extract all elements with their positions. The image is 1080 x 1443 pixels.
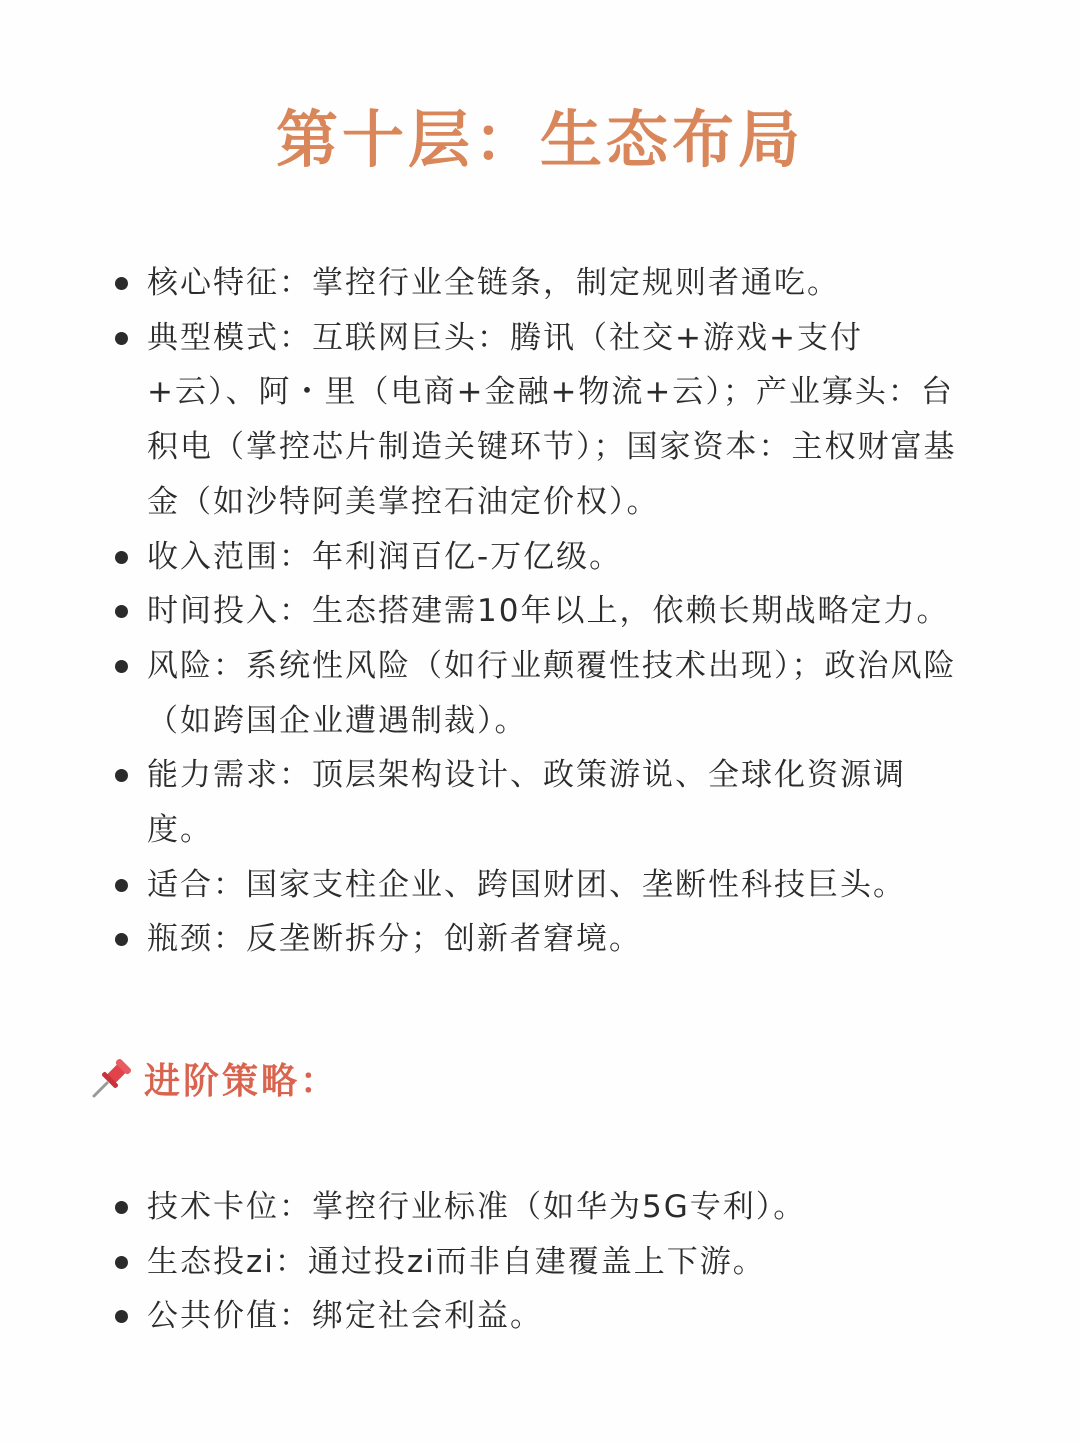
- list-item-text: 能力需求：顶层架构设计、政策游说、全球化资源调度。: [147, 757, 906, 849]
- main-bullet-list: [110, 256, 970, 967]
- bullet-dot-icon: [115, 660, 128, 673]
- bullet-dot-icon: [115, 277, 128, 290]
- list-item-text: 时间投入：生态搭建需10年以上，依赖长期战略定力。: [147, 593, 950, 630]
- bullet-dot-icon: [115, 605, 128, 618]
- list-item: [110, 748, 970, 857]
- list-item: [110, 1289, 970, 1344]
- list-item-text: 收入范围：年利润百亿-万亿级。: [147, 538, 623, 575]
- strategy-heading: [90, 1050, 339, 1106]
- bullet-dot-icon: [115, 1310, 128, 1323]
- strategy-heading-label: 进阶策略：: [144, 1060, 340, 1102]
- list-item: [110, 1180, 970, 1235]
- bullet-dot-icon: [115, 879, 128, 892]
- bullet-dot-icon: [115, 332, 128, 345]
- list-item: [110, 530, 970, 585]
- list-item-text: 技术卡位：掌控行业标准（如华为5G专利）。: [147, 1189, 807, 1225]
- list-item-text: 核心特征：掌控行业全链条，制定规则者通吃。: [147, 265, 840, 301]
- list-item: [110, 1235, 970, 1290]
- strategy-bullet-list: [110, 1180, 970, 1344]
- bullet-dot-icon: [115, 769, 128, 782]
- bullet-dot-icon: [115, 1256, 128, 1269]
- list-item-text: 瓶颈：反垄断拆分；创新者窘境。: [147, 921, 642, 958]
- bullet-dot-icon: [115, 1201, 128, 1214]
- pushpin-icon: [90, 1056, 134, 1100]
- list-item-text: 风险：系统性风险（如行业颠覆性技术出现）；政治风险（如跨国企业遭遇制裁）。: [147, 647, 957, 739]
- list-item: [110, 584, 970, 639]
- list-item: [110, 858, 970, 913]
- list-item-text: 公共价值：绑定社会利益。: [147, 1298, 543, 1335]
- bullet-dot-icon: [115, 933, 128, 946]
- list-item: [110, 311, 970, 530]
- list-item: [110, 639, 970, 748]
- list-item-text: 生态投zi：通过投zi而非自建覆盖上下游。: [147, 1243, 766, 1280]
- list-item-text: 典型模式：互联网巨头：腾讯（社交+游戏+支付+云）、阿・里（电商+金融+物流+云）；产业寡头：台积电（掌控芯片制造关键环节）；国家资本：主权财富基金（如沙特阿美掌控石油定价权）。: [147, 319, 957, 520]
- list-item: [110, 912, 970, 967]
- page-title: 第十层：生态布局: [275, 103, 804, 176]
- list-item: [110, 256, 970, 311]
- list-item-text: 适合：国家支柱企业、跨国财团、垄断性科技巨头。: [147, 866, 906, 903]
- bullet-dot-icon: [115, 551, 128, 564]
